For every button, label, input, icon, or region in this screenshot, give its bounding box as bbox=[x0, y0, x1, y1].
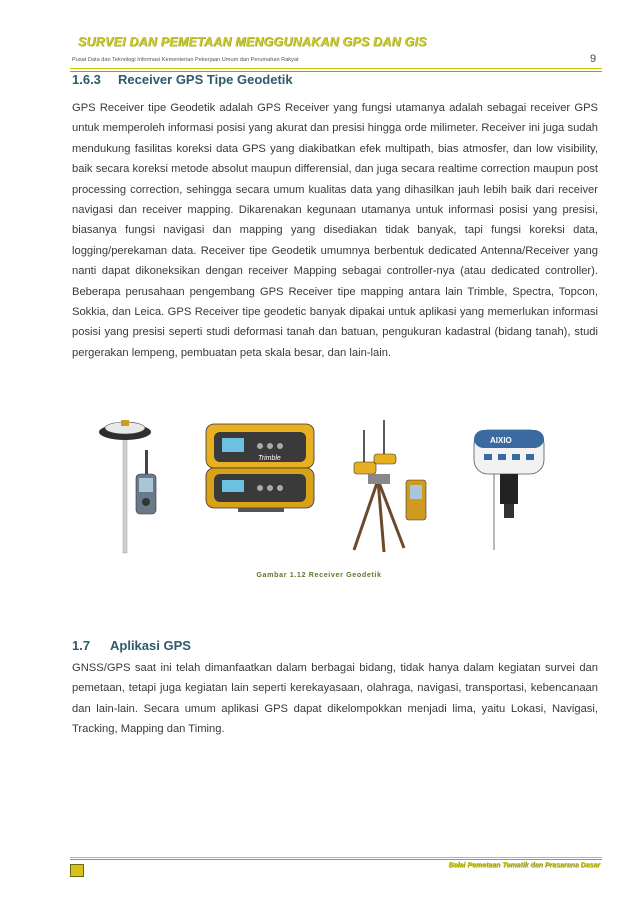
section-title: Receiver GPS Tipe Geodetik bbox=[118, 72, 293, 87]
brand-label: Trimble bbox=[258, 455, 281, 462]
tripod-receiver-image bbox=[354, 420, 426, 552]
section-heading-receiver-geodetik bbox=[72, 72, 293, 87]
receiver-photos bbox=[88, 410, 588, 560]
section-number: 1.6.3 bbox=[72, 72, 101, 87]
stacked-receivers-image bbox=[206, 424, 314, 512]
footer-rule bbox=[70, 857, 602, 858]
device-label: AIXIO bbox=[490, 436, 512, 445]
page-number: 9 bbox=[590, 53, 597, 65]
header-title: SURVEI DAN PEMETAAN MENGGUNAKAN GPS DAN GIS bbox=[78, 35, 427, 49]
header-rule bbox=[70, 68, 602, 69]
header-subtitle: Pusat Data dan Teknologi Informasi Kementerian Pekerjaan Umum dan Perumahan Rakyat bbox=[72, 57, 299, 63]
section-title: Aplikasi GPS bbox=[110, 638, 191, 653]
figure-caption: Gambar 1.12 Receiver Geodetik bbox=[256, 570, 382, 579]
footer-text: Balai Pemetaan Tematik dan Prasarana Dasar bbox=[448, 862, 600, 869]
section-number: 1.7 bbox=[72, 638, 91, 653]
section-paragraph-receiver-geodetik: GPS Receiver tipe Geodetik adalah GPS Receiver yang fungsi utamanya adalah sebagai receiver GPS untuk memperoleh informasi posisi yang akurat dan presisi hingga orde milimeter. Receiver ini juga sudah mendukung fasilitas koreksi data GPS yang diakibatkan efek multipath, bias atmosfer, dan low visibility, baik secara koreksi metode absolut maupun differensial, dan juga secara realtime correction maupun post processing correction, sehingga secara umum kualitas data yang dihasilkan jauh lebih baik dari receiver navigasi dan receiver mapping. Dikarenakan kegunaan utamanya untuk informasi posisi yang presisi, biasanya fungsi navigasi dan mapping yang disediakan tidak banyak, tapi fungsi koreksi data, logging/perekaman data. Receiver tipe Geodetik umumnya berbentuk dedicated Antenna/Receiver yang nanti dapat dikoneksikan dengan receiver Mapping sebagai controller-nya (atau dedicated controller). Beberapa perusahaan pengembang GPS Receiver tipe mapping antara lain Trimble, Spectra, Topcon, Sokkia, dan Leica. GPS Receiver tipe geodetic banyak dipakai untuk aplikasi yang memerlukan informasi posisi yang presisi seperti studi deformasi tanah dan batuan, pengukuran kadastral (bidang tanah), studi pergerakan lempeng, pembuatan peta skala besar, dan lain-lain. bbox=[72, 102, 598, 359]
rover-receiver-image bbox=[474, 430, 544, 550]
section-paragraph-aplikasi-gps: GNSS/GPS saat ini telah dimanfaatkan dalam berbagai bidang, tidak hanya dalam kegiatan survei dan pemetaan, tetapi juga kegiatan lain seperti kerekayasaan, olahraga, navigasi, transportasi, kebencanaan dan lain-lain. Secara umum aplikasi GPS dapat dikelompokkan menjadi lima, yaitu Lokasi, Navigasi, Tracking, Mapping dan Timing. bbox=[72, 662, 598, 736]
footer-rule-secondary bbox=[70, 859, 602, 860]
section-heading-aplikasi-gps bbox=[72, 638, 191, 653]
pole-receiver-image bbox=[99, 420, 156, 553]
footer-logo-icon bbox=[70, 864, 84, 877]
